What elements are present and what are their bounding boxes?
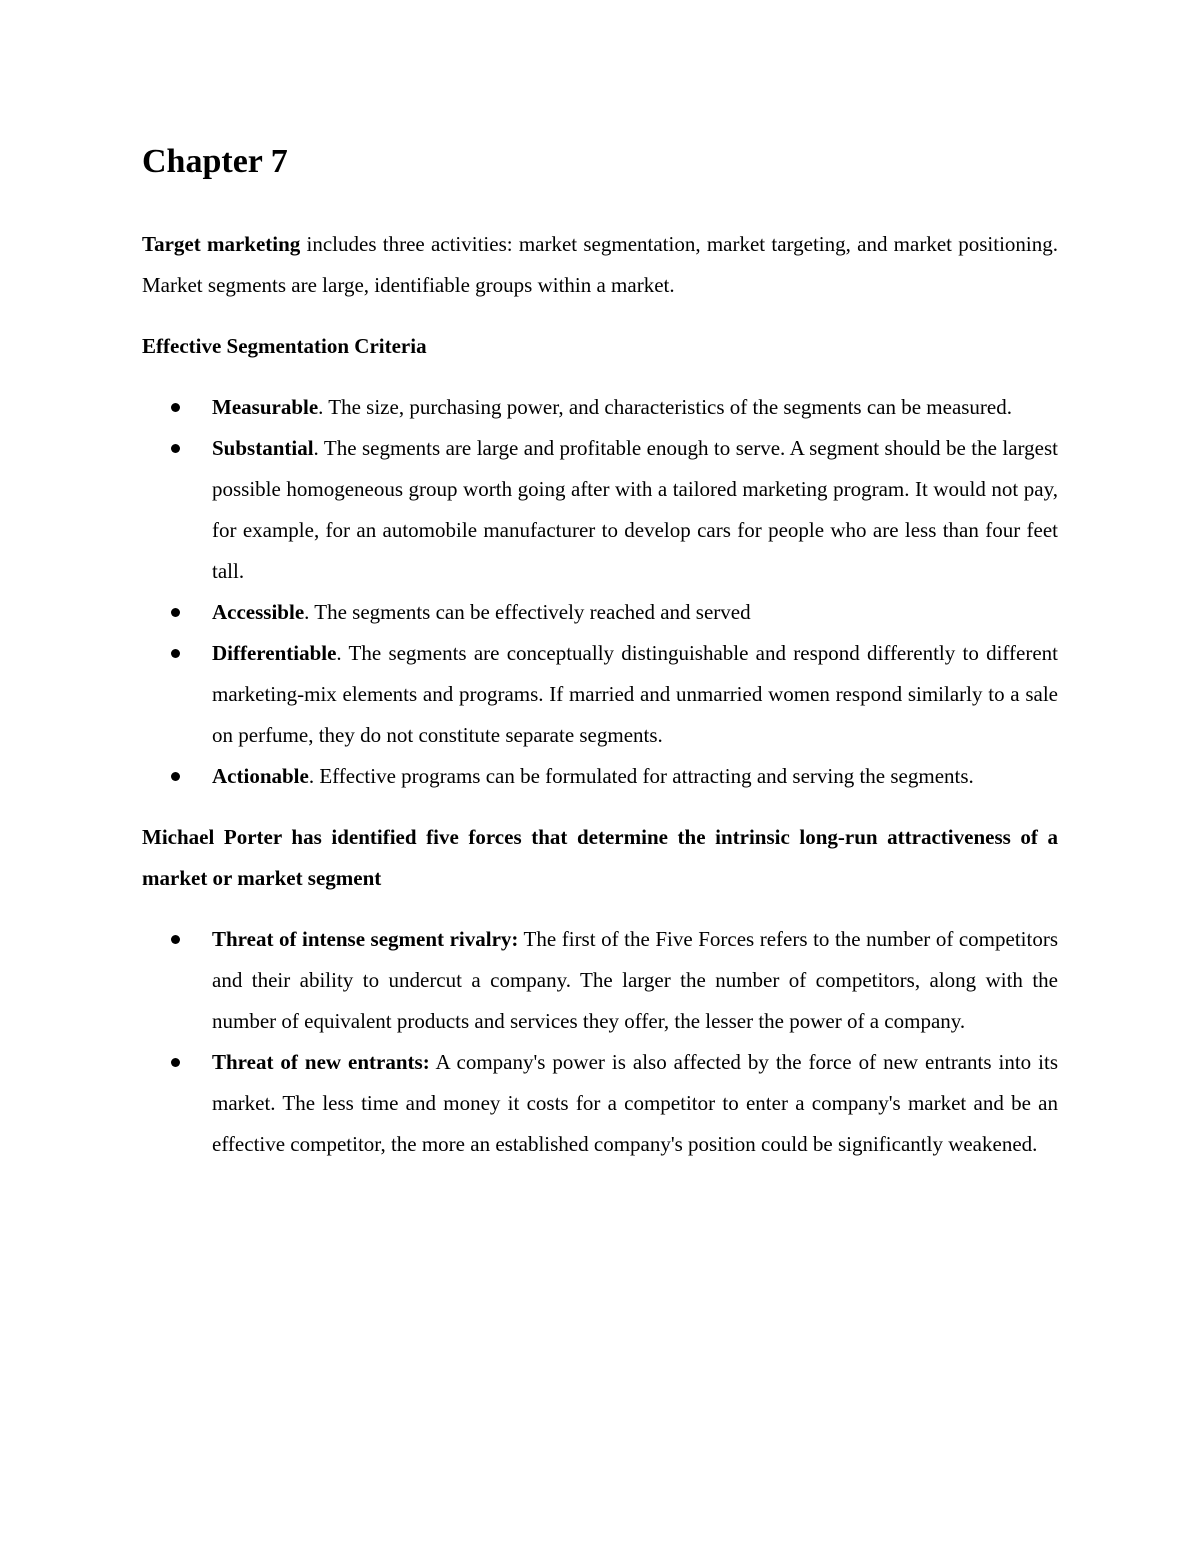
list-item <box>142 428 1058 592</box>
criterion-term: Differentiable <box>212 641 337 665</box>
list-item <box>142 633 1058 756</box>
criterion-text: . The segments can be effectively reached and served <box>304 600 751 624</box>
intro-paragraph <box>142 224 1058 306</box>
bullet-icon <box>171 649 180 658</box>
segmentation-criteria-list <box>142 387 1058 797</box>
criterion-term: Substantial <box>212 436 314 460</box>
criterion-text: . Effective programs can be formulated for attracting and serving the segments. <box>308 764 974 788</box>
force-text: A company's power is also affected by the force of new entrants into its market. The less time and money it costs for a competitor to enter a company's market and be an effective competitor, the more an established company's position could be significantly weakened. <box>212 1050 1058 1156</box>
intro-text: includes three activities: market segmentation, market targeting, and market positioning. Market segments are large, identifiable groups within a market. <box>142 232 1058 297</box>
list-item <box>142 756 1058 797</box>
criterion-text: . The segments are large and profitable enough to serve. A segment should be the largest possible homogeneous group worth going after with a tailored marketing program. It would not pay, for example, for an automobile manufacturer to develop cars for people who are less than four feet tall. <box>212 436 1058 583</box>
document-page <box>142 140 1058 1165</box>
porter-heading: Michael Porter has identified five forces that determine the intrinsic long-run attractiveness of a market or market segment <box>142 825 1058 890</box>
list-item <box>142 592 1058 633</box>
chapter-title: Chapter 7 <box>142 143 288 180</box>
bullet-icon <box>171 403 180 412</box>
criterion-term: Accessible <box>212 600 305 624</box>
force-term: Threat of intense segment rivalry: <box>212 927 519 951</box>
list-item <box>142 1042 1058 1165</box>
force-text: The first of the Five Forces refers to the number of competitors and their ability to undercut a company. The larger the number of competitors, along with the number of equivalent products and services they offer, the lesser the power of a company. <box>212 927 1059 1033</box>
criterion-term: Actionable <box>212 764 309 788</box>
five-forces-list <box>142 919 1058 1165</box>
force-term: Threat of new entrants: <box>212 1050 430 1074</box>
bullet-icon <box>171 935 180 944</box>
criterion-term: Measurable <box>212 395 319 419</box>
list-item <box>142 919 1058 1042</box>
bullet-icon <box>171 444 180 453</box>
list-item <box>142 387 1058 428</box>
bullet-icon <box>171 1058 180 1067</box>
bullet-icon <box>171 772 180 781</box>
segmentation-heading: Effective Segmentation Criteria <box>142 334 427 358</box>
bullet-icon <box>171 608 180 617</box>
criterion-text: . The segments are conceptually distinguishable and respond differently to different marketing-mix elements and programs. If married and unmarried women respond similarly to a sale on perfume, they do not constitute separate segments. <box>212 641 1058 747</box>
criterion-text: . The size, purchasing power, and characteristics of the segments can be measured. <box>318 395 1012 419</box>
intro-term: Target marketing <box>142 232 301 256</box>
